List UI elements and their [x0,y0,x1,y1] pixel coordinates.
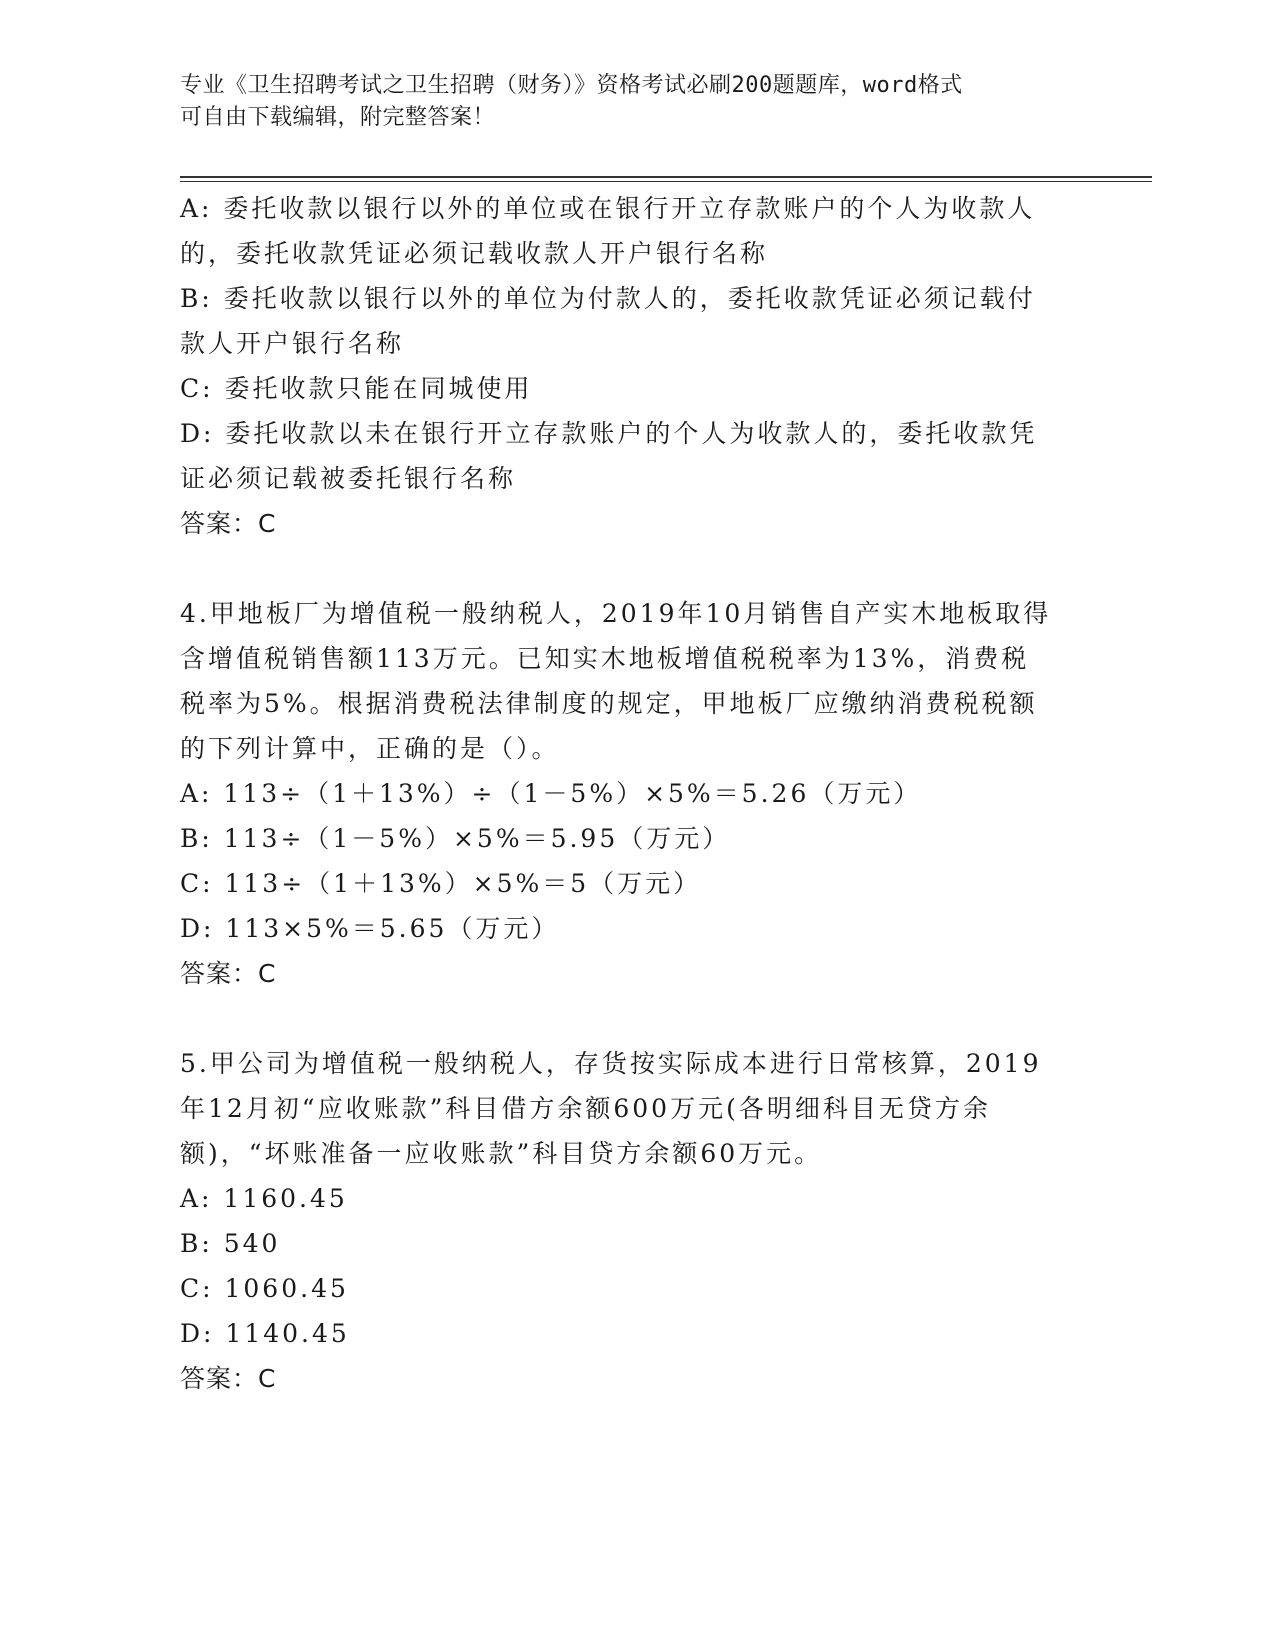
question-content [180,186,1060,1401]
question-3 [180,186,1060,546]
header-title-line-1: 专业《卫生招聘考试之卫生招聘（财务）》资格考试必刷200题题库，word格式 [180,73,963,98]
q5-option-a: A: 1160.45 [180,1184,348,1213]
q3-option-b-line-2: 款人开户银行名称 [180,329,405,358]
q3-option-c: C: 委托收款只能在同城使用 [180,374,533,403]
spacer [180,546,1060,591]
q3-option-a-line-2: 的，委托收款凭证必须记载收款人开户银行名称 [180,239,769,268]
q5-option-c: C: 1060.45 [180,1274,349,1303]
q5-option-d: D: 1140.45 [180,1319,350,1348]
q3-option-a-line-1: A: 委托收款以银行以外的单位或在银行开立存款账户的个人为收款人 [180,194,1036,223]
q4-stem-line-4: 的下列计算中，正确的是（）。 [180,734,560,763]
q4-option-a: A: 113÷（1＋13%）÷（1－5%）×5%＝5.26（万元） [180,779,922,808]
q3-option-d-line-2: 证必须记载被委托银行名称 [180,464,517,493]
header-divider-thick [180,176,1152,178]
document-header [180,70,1060,134]
q4-option-b: B: 113÷（1－5%）×5%＝5.95（万元） [180,824,731,853]
question-5 [180,1041,1060,1401]
q3-option-b-line-1: B: 委托收款以银行以外的单位为付款人的，委托收款凭证必须记载付 [180,284,1036,313]
q5-option-b: B: 540 [180,1229,281,1258]
q4-stem-line-2: 含增值税销售额113万元。已知实木地板增值税税率为13%，消费税 [180,644,1030,673]
header-title-line-2: 可自由下载编辑，附完整答案！ [180,105,496,130]
q5-answer: 答案：C [180,1364,277,1393]
q5-stem-line-3: 额)，“坏账准备一应收账款”科目贷方余额60万元。 [180,1139,823,1168]
q4-answer: 答案：C [180,959,277,988]
q3-option-d-line-1: D: 委托收款以未在银行开立存款账户的个人为收款人的，委托收款凭 [180,419,1038,448]
q3-answer: 答案：C [180,509,277,538]
header-divider-thin [180,181,1152,182]
q4-option-c: C: 113÷（1＋13%）×5%＝5（万元） [180,869,702,898]
q4-stem-line-1: 4.甲地板厂为增值税一般纳税人，2019年10月销售自产实木地板取得 [180,599,1052,628]
q5-stem-line-1: 5.甲公司为增值税一般纳税人，存货按实际成本进行日常核算，2019 [180,1049,1042,1078]
spacer [180,996,1060,1041]
q4-stem-line-3: 税率为5%。根据消费税法律制度的规定，甲地板厂应缴纳消费税税额 [180,689,1038,718]
q4-option-d: D: 113×5%＝5.65（万元） [180,914,560,943]
q5-stem-line-2: 年12月初“应收账款”科目借方余额600万元(各明细科目无贷方余 [180,1094,991,1123]
question-4 [180,591,1060,996]
